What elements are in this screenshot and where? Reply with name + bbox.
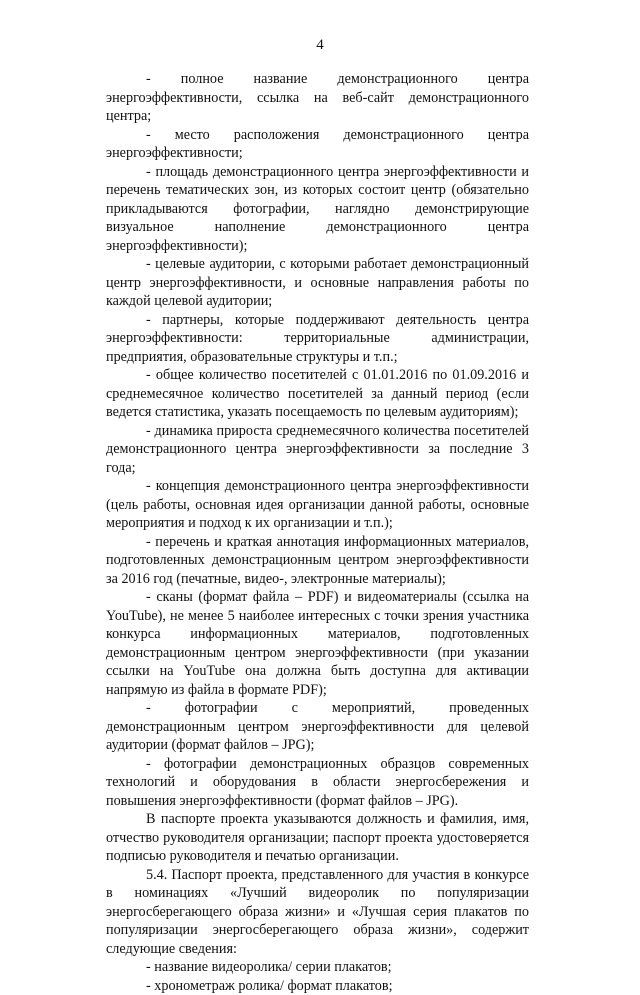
paragraph-partners: - партнеры, которые поддерживают деятельность центра энергоэффективности: территориальные администрации, предприятия, образовательные структуры и т.п.;	[106, 311, 529, 367]
paragraph-video-title: - название видеоролика/ серии плакатов;	[106, 958, 529, 977]
page-number: 4	[0, 37, 640, 54]
paragraph-visitors: - общее количество посетителей с 01.01.2016 по 01.09.2016 и среднемесячное количество посетителей за данный период (если ведется статистика, указать посещаемость по целевым аудиториям);	[106, 366, 529, 422]
paragraph-section-5-4: 5.4. Паспорт проекта, представленного для участия в конкурсе в номинациях «Лучший видеоролик по популяризации энергосберегающего образа жизни» и «Лучшая серия плакатов по популяризации энергосберегающего образа жизни», содержит следующие сведения:	[106, 866, 529, 959]
paragraph-scans-video: - сканы (формат файла – PDF) и видеоматериалы (ссылка на YouTube), не менее 5 наиболее интересных с точки зрения участника конкурса информационных материалов, подготовленных демонстрационным центром энергоэффективности (при указании ссылки на YouTube она должна быть доступна для активации напрямую из файла в формате PDF);	[106, 588, 529, 699]
paragraph-sample-photos: - фотографии демонстрационных образцов современных технологий и оборудования в области энергосбережения и повышения энергоэффективности (формат файлов – JPG).	[106, 755, 529, 811]
paragraph-audiences: - целевые аудитории, с которыми работает демонстрационный центр энергоэффективности, и основные направления работы по каждой целевой аудитории;	[106, 255, 529, 311]
paragraph-concept: - концепция демонстрационного центра энергоэффективности (цель работы, основная идея организации данной работы, основные мероприятия и подход к их организации и т.п.);	[106, 477, 529, 533]
paragraph-event-photos: - фотографии с мероприятий, проведенных демонстрационным центром энергоэффективности для целевой аудитории (формат файлов – JPG);	[106, 699, 529, 755]
paragraph-area: - площадь демонстрационного центра энергоэффективности и перечень тематических зон, из которых состоит центр (обязательно прикладываются фотографии, наглядно демонстрирующие визуальное наполнение демонстрационного центра энергоэффективности);	[106, 163, 529, 256]
body-text	[106, 70, 529, 995]
paragraph-growth: - динамика прироста среднемесячного количества посетителей демонстрационного центра энергоэффективности за последние 3 года;	[106, 422, 529, 478]
paragraph-location: - место расположения демонстрационного центра энергоэффективности;	[106, 126, 529, 163]
paragraph-passport-signature: В паспорте проекта указываются должность и фамилия, имя, отчество руководителя организации; паспорт проекта удостоверяется подписью руководителя и печатью организации.	[106, 810, 529, 866]
paragraph-full-name: - полное название демонстрационного центра энергоэффективности, ссылка на веб-сайт демонстрационного центра;	[106, 70, 529, 126]
paragraph-materials-list: - перечень и краткая аннотация информационных материалов, подготовленных демонстрационным центром энергоэффективности за 2016 год (печатные, видео-, электронные материалы);	[106, 533, 529, 589]
paragraph-duration-format: - хронометраж ролика/ формат плакатов;	[106, 977, 529, 995]
